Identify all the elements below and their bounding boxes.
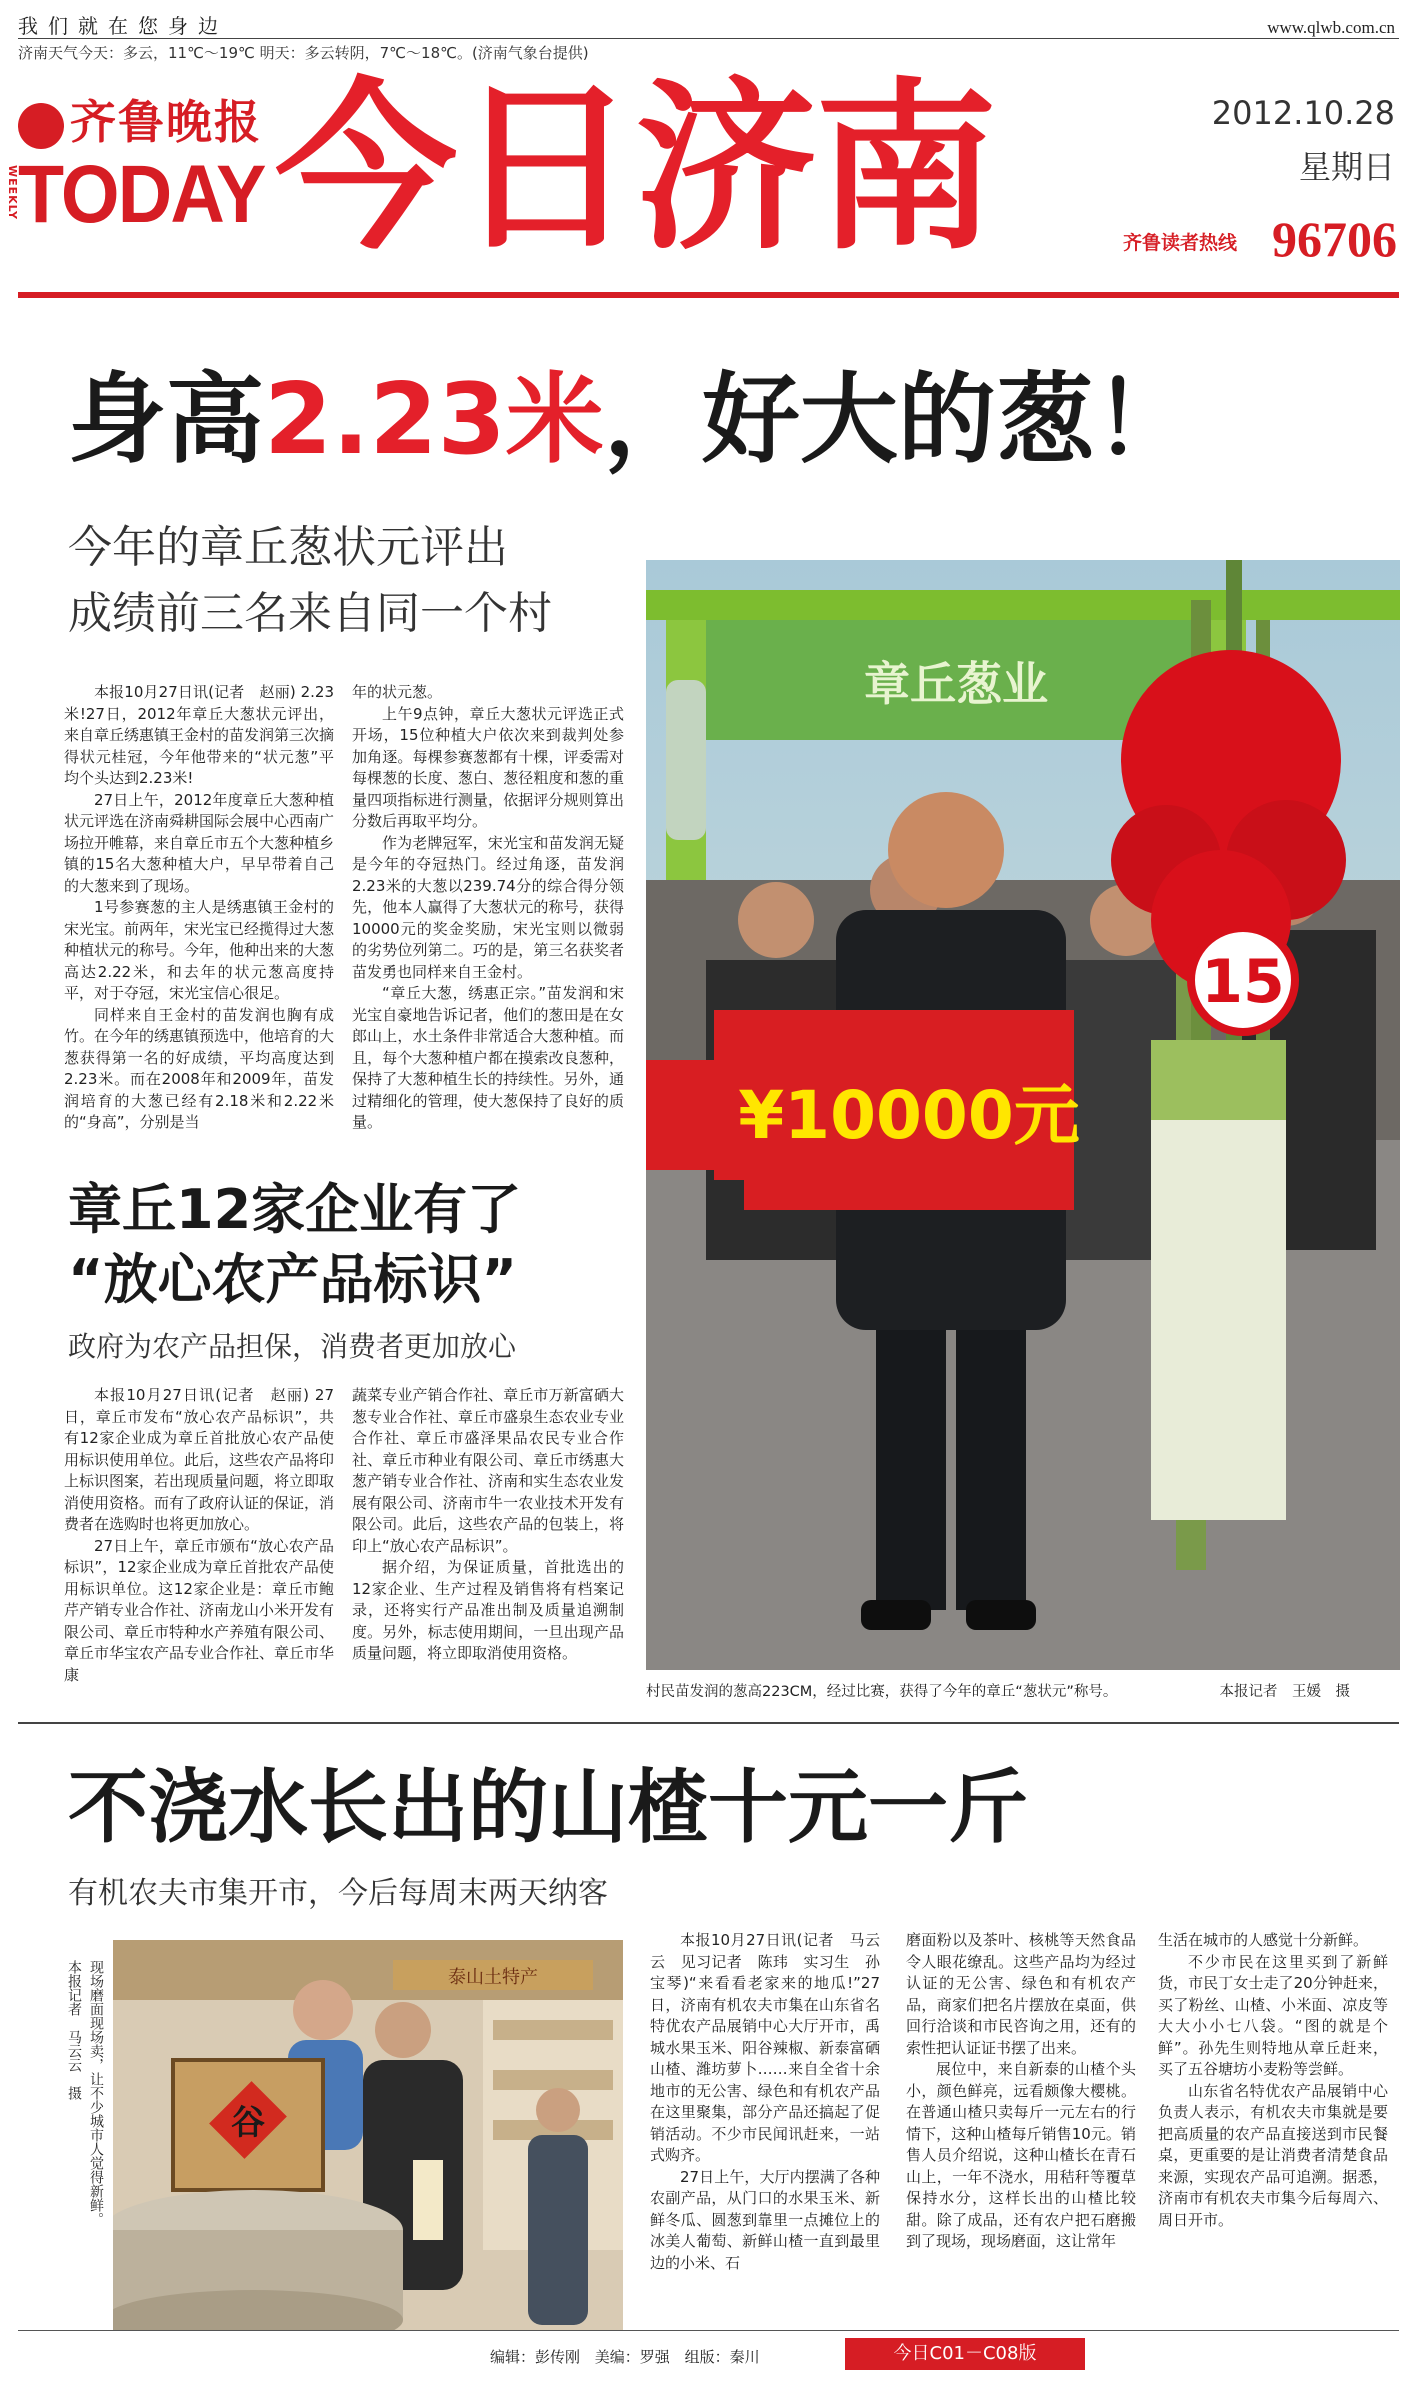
article1-column-2 — [352, 682, 624, 1152]
article2-column-1 — [64, 1385, 334, 1690]
divider — [18, 38, 1399, 39]
logo-name: 齐鲁晚报 — [70, 95, 262, 149]
article2-headline-line1: 章丘12家企业有了 — [68, 1178, 522, 1241]
article3-subtitle: 有机农夫市集开市，今后每周末两天纳客 — [68, 1876, 608, 1911]
editor-credit: 编辑：彭传刚 — [490, 2348, 581, 2366]
article3-photo — [113, 1940, 623, 2330]
paragraph: 27日上午，章丘市颁布“放心农产品标识”，12家企业成为章丘首批农产品使用标识单位。这12家企业是：章丘市鲍芹产销专业合作社、济南龙山小米开发有限公司、章丘市特种水产养殖有限公司、章丘市华宝农产品专业合作社、章丘市华康 — [64, 1536, 334, 1684]
gate-sign: 章丘葱业 — [864, 657, 1048, 711]
paragraph: 不少市民在这里买到了新鲜货，市民丁女士走了20分钟赶来，买了粉丝、山楂、小米面、凉皮等大大小小七八袋。“图的就是个鲜”。孙先生则特地从章丘赶来，买了五谷塘坊小麦粉等尝鲜。 — [1158, 1952, 1388, 2078]
hotline-number: 96706 — [1272, 211, 1397, 267]
paragraph: 山东省名特优农产品展销中心负责人表示，有机农夫市集就是要把高质量的农产品直接送到市民餐桌，更重要的是让消费者清楚食品来源，实现农产品可追溯。据悉，济南市有机农夫市集今后每周六、周日开市。 — [1158, 2081, 1388, 2229]
paragraph: 生活在城市的人感觉十分新鲜。 — [1158, 1931, 1369, 1949]
masthead-slogan: 我们就在您身边 — [18, 14, 228, 38]
site-url[interactable]: www.qlwb.com.cn — [1267, 18, 1395, 37]
paragraph: 27日上午，2012年度章丘大葱种植状元评选在济南舜耕国际会展中心西南广场拉开帷幕，来自章丘市五个大葱种植乡镇的15名大葱种植大户，早早带着自己的大葱来到了现场。 — [64, 790, 334, 895]
article3-column-1 — [650, 1930, 880, 2335]
article3-photo-credit: 本报记者 马云云 摄 — [66, 1960, 82, 2100]
paragraph: 据介绍，为保证质量，首批选出的12家企业、生产过程及销售将有档案记录，还将实行产品准出制及质量追溯制度。另外，标志使用期间，一旦出现产品质量问题，将立即取消使用资格。 — [352, 1558, 624, 1662]
section-divider — [18, 1722, 1399, 1724]
issue-weekday: 星期日 — [1298, 148, 1395, 186]
paragraph: 同样来自王金村的苗发润也胸有成竹。在今年的绣惠镇预选中，他培育的大葱获得第一名的好成绩，平均高度达到2.23米。而在2008年和2009年，苗发润培育的大葱已经有2.18米和2.22米的“身高”，分别是当 — [64, 1005, 334, 1131]
layout-credit: 组版：秦川 — [684, 2348, 760, 2366]
article2-headline-line2: “放心农产品标识” — [68, 1248, 517, 1311]
logo-today: TODAY — [18, 149, 265, 240]
paragraph: “章丘大葱，绣惠正宗。”苗发润和宋光宝自豪地告诉记者，他们的葱田是在女郎山上，水土条件非常适合大葱种植。而且，每个大葱种植户都在摸索改良葱种，保持了大葱种植生长的持续性。另外，通过精细化的管理，使大葱保持了良好的质量。 — [352, 984, 624, 1131]
hotline-label: 齐鲁读者热线 — [1122, 232, 1237, 254]
subtitle-line: 成绩前三名来自同一个村 — [68, 588, 552, 639]
article2-column-2 — [352, 1385, 624, 1690]
subtitle-line: 今年的章丘葱状元评出 — [68, 522, 508, 573]
paragraph: 本报10月27日讯(记者 赵丽) 2.23米!27日，2012年章丘大葱状元评出，来自章丘绣惠镇王金村的苗发润第三次摘得状元桂冠，今年他带来的“状元葱”平均个头达到2.23米! — [64, 683, 334, 787]
article3-column-2 — [906, 1930, 1136, 2335]
paragraph: 蔬菜专业产销合作社、章丘市万新富硒大葱专业合作社、章丘市盛泉生态农业专业合作社、章丘市盛泽果品农民专业合作社、章丘市种业有限公司、章丘市绣惠大葱产销专业合作社、济南和实生态农业发展有限公司、济南市牛一农业技术开发有限公司。此后，这些农产品的包装上，将印上“放心农产品标识”。 — [352, 1386, 624, 1555]
article3-headline: 不浇水长出的山楂十元一斤 — [68, 1761, 1028, 1854]
article1-column-1 — [64, 682, 334, 1152]
onion-champion-photo — [646, 560, 1400, 1670]
page-credits — [490, 2346, 770, 2367]
paragraph: 本报10月27日讯(记者 赵丽) 27日，章丘市发布“放心农产品标识”，共有12家企业成为章丘首批放心农产品使用标识使用单位。此后，这些农产品将印上标识图案，若出现质量问题，将立即取消使用资格。而有了政府认证的保证，消费者在选购时也将更加放心。 — [64, 1386, 334, 1533]
prize-sign-text: ¥10000元 — [738, 1077, 1080, 1154]
caption-text: 村民苗发润的葱高223CM，经过比赛，获得了今年的章丘“葱状元”称号。 — [646, 1684, 1118, 1700]
issue-date: 2012.10.28 — [1211, 94, 1395, 132]
paragraph: 展位中，来自新泰的山楂个头小，颜色鲜亮，远看颇像大樱桃。在普通山楂只卖每斤一元左右的行情下，这种山楂每斤销售10元。销售人员介绍说，这种山楂长在青石山上，一年不浇水，用秸秆等覆草保持水分，这样长出的山楂比较甜。除了成品，还有农户把石磨搬到了现场，现场磨面，这让常年 — [906, 2060, 1136, 2250]
article1-photo — [646, 560, 1400, 1670]
headline-part: 身高 — [68, 363, 265, 477]
article1-photo-caption — [646, 1680, 1400, 1701]
paragraph: 作为老牌冠军，宋光宝和苗发润无疑是今年的夺冠热门。经过角逐，苗发润2.23米的大葱以239.74分的综合得分领先，他本人赢得了大葱状元的称号，获得10000元的奖金奖励，宋光宝则以微弱的劣势位列第二。巧的是，第三名获奖者苗发勇也同样来自王金村。 — [352, 833, 624, 981]
paragraph: 年的状元葱。 — [352, 683, 443, 701]
weather-forecast: 济南天气今天：多云，11℃～19℃ 明天：多云转阴，7℃～18℃。(济南气象台提供) — [18, 44, 589, 62]
page-range-badge: 今日C01－C08版 — [845, 2338, 1085, 2370]
paragraph: 27日上午，大厅内摆满了各种农副产品，从门口的水果玉米、新鲜冬瓜、圆葱到靠里一点摊位上的冰美人葡萄、新鲜山楂一直到最里边的小米、石 — [650, 2167, 880, 2272]
section-title: 今日济南 — [275, 62, 995, 274]
article1-subtitle — [68, 515, 552, 647]
paragraph: 1号参赛葱的主人是绣惠镇王金村的宋光宝。前两年，宋光宝已经揽得过大葱种植状元的称号。今年，他种出来的大葱高达2.22米，和去年的状元葱高度持平，对于夺冠，宋光宝信心很足。 — [64, 898, 334, 1002]
paragraph: 磨面粉以及茶叶、核桃等天然食品令人眼花缭乱。这些产品均为经过认证的无公害、绿色和有机农产品，商家们把名片摆放在桌面，供回行洽谈和市民咨询之用，还有的索性把认证证书摆了出来。 — [906, 1931, 1136, 2057]
box-stamp: 谷 — [231, 2103, 265, 2143]
footer-rule — [18, 2330, 1399, 2331]
article1-headline — [68, 365, 1192, 475]
contestant-number: 15 — [1201, 947, 1285, 1017]
paragraph: 本报10月27日讯(记者 马云云 见习记者 陈玮 实习生 孙宝琴)“来看看老家来的地瓜!”27日，济南有机农夫市集在山东省名特优农产品展销中心大厅开市，禹城水果玉米、阳谷辣椒、新泰富硒山楂、潍坊萝卜……来自全省十余地市的无公害、绿色和有机农产品在这里聚集，部分产品还搞起了促销活动。不少市民闻讯赶来，一站式购齐。 — [650, 1931, 880, 2164]
headline-part: ，好大的葱！ — [603, 363, 1192, 477]
article2-subtitle: 政府为农产品担保，消费者更加放心 — [68, 1330, 517, 1363]
shop-sign: 泰山土特产 — [448, 1967, 538, 1988]
newspaper-logo — [18, 86, 262, 152]
millstone-market-photo — [113, 1940, 623, 2330]
headline-highlight: 2.23米 — [264, 363, 604, 477]
article3-photo-caption: 现场磨面现场卖，让不少城市人觉得新鲜。 — [88, 1960, 104, 2226]
logo-small-text: WEEKLY — [6, 165, 19, 220]
designer-credit: 美编：罗强 — [594, 2348, 670, 2366]
paragraph: 上午9点钟，章丘大葱状元评选正式开场，15位种植大户依次来到裁判处参加角逐。每棵参赛葱都有十棵，评委需对每棵葱的长度、葱白、葱径粗度和葱的重量四项指标进行测量，依据评分规则算出分数后再取平均分。 — [352, 704, 624, 830]
photo-credit: 本报记者 王媛 摄 — [1219, 1684, 1350, 1700]
masthead-rule — [18, 292, 1399, 298]
logo-emblem-icon — [18, 103, 64, 149]
article3-column-3 — [1158, 1930, 1388, 2335]
